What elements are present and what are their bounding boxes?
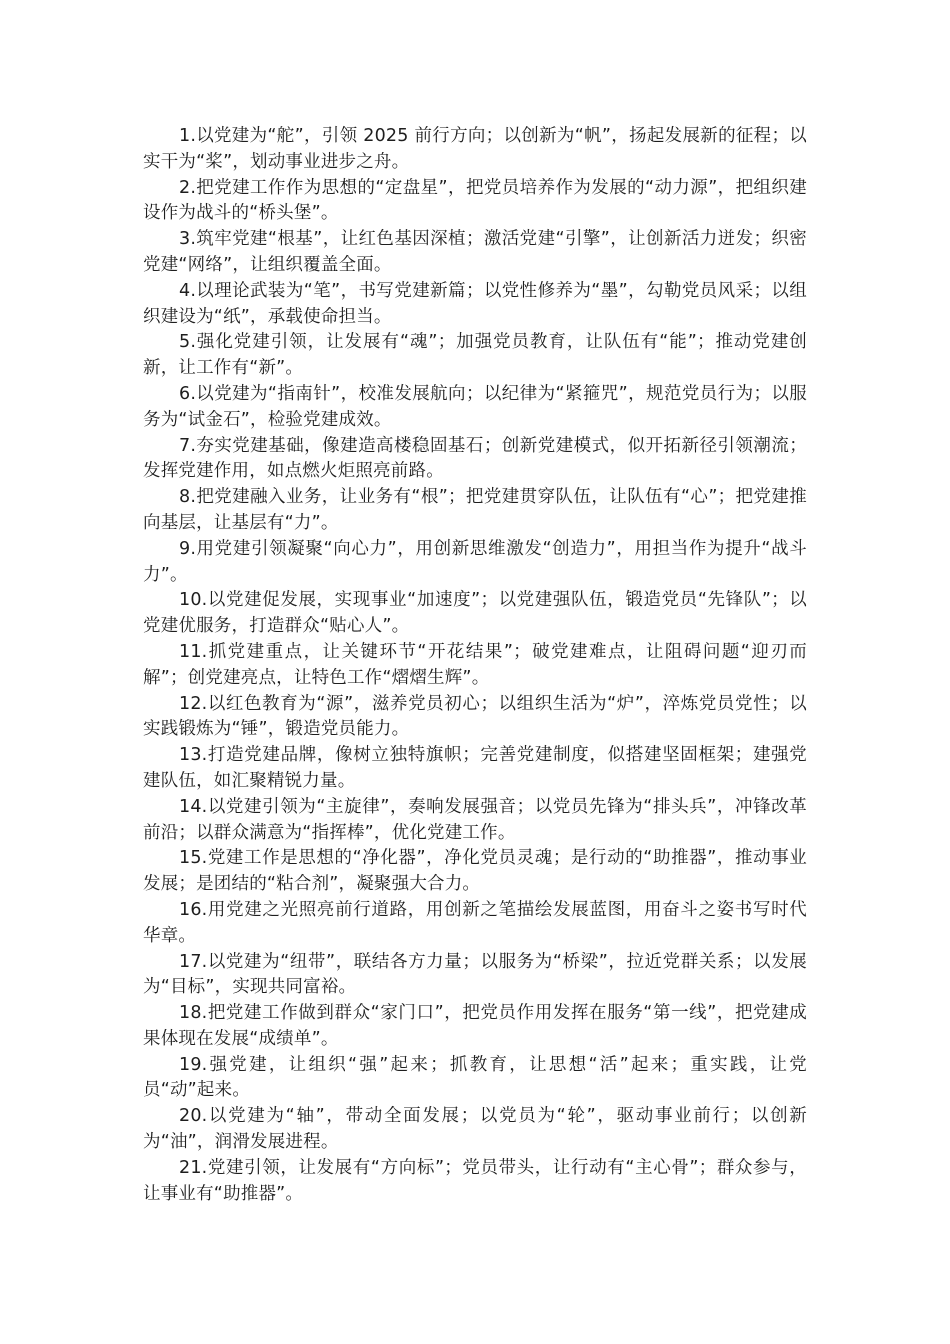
paragraph-19: 19.强党建，让组织“强”起来；抓教育，让思想“活”起来；重实践，让党员“动”起来。 [143, 1054, 807, 1101]
paragraph-3: 3.筑牢党建“根基”，让红色基因深植；激活党建“引擎”，让创新活力迸发；织密党建“网络”，让组织覆盖全面。 [143, 229, 807, 275]
paragraph-6: 6.以党建为“指南针”，校准发展航向；以纪律为“紧箍咒”，规范党员行为；以服务为“试金石”，检验党建成效。 [143, 383, 807, 430]
paragraph-14: 14.以党建引领为“主旋律”，奏响发展强音；以党员先锋为“排头兵”，冲锋改革前沿；以群众满意为“指挥棒”，优化党建工作。 [143, 796, 807, 843]
paragraph-20: 20.以党建为“轴”，带动全面发展；以党员为“轮”，驱动事业前行；以创新为“油”，润滑发展进程。 [143, 1106, 807, 1153]
paragraph-13: 13.打造党建品牌，像树立独特旗帜；完善党建制度，似搭建坚固框架；建强党建队伍，如汇聚精锐力量。 [143, 745, 807, 791]
paragraph-11: 11.抓党建重点，让关键环节“开花结果”；破党建难点，让阻碍问题“迎刃而解”；创党建亮点，让特色工作“熠熠生辉”。 [143, 641, 807, 688]
paragraph-21: 21.党建引领，让发展有“方向标”；党员带头，让行动有“主心骨”；群众参与，让事业有“助推器”。 [143, 1157, 807, 1204]
paragraph-9: 9.用党建引领凝聚“向心力”，用创新思维激发“创造力”，用担当作为提升“战斗力”。 [143, 538, 807, 585]
paragraph-1: 1.以党建为“舵”，引领 2025 前行方向；以创新为“帆”，扬起发展新的征程；以实干为“桨”，划动事业进步之舟。 [143, 126, 807, 172]
paragraph-7: 7.夯实党建基础，像建造高楼稳固基石；创新党建模式，似开拓新径引领潮流；发挥党建作用，如点燃火炬照亮前路。 [143, 435, 807, 482]
paragraph-17: 17.以党建为“纽带”，联结各方力量；以服务为“桥梁”，拉近党群关系；以发展为“目标”，实现共同富裕。 [143, 951, 807, 998]
paragraph-2: 2.把党建工作作为思想的“定盘星”，把党员培养作为发展的“动力源”，把组织建设作为战斗的“桥头堡”。 [143, 177, 807, 224]
paragraph-16: 16.用党建之光照亮前行道路，用创新之笔描绘发展蓝图，用奋斗之姿书写时代华章。 [143, 899, 807, 946]
paragraph-4: 4.以理论武装为“笔”，书写党建新篇；以党性修养为“墨”，勾勒党员风采；以组织建设为“纸”，承载使命担当。 [143, 280, 807, 327]
paragraph-12: 12.以红色教育为“源”，滋养党员初心；以组织生活为“炉”，淬炼党员党性；以实践锻炼为“锤”，锻造党员能力。 [143, 693, 807, 740]
paragraph-8: 8.把党建融入业务，让业务有“根”；把党建贯穿队伍，让队伍有“心”；把党建推向基层，让基层有“力”。 [143, 487, 807, 533]
document-body [143, 124, 807, 1207]
paragraph-15: 15.党建工作是思想的“净化器”，净化党员灵魂；是行动的“助推器”，推动事业发展；是团结的“粘合剂”，凝聚强大合力。 [143, 848, 807, 895]
paragraph-10: 10.以党建促发展，实现事业“加速度”；以党建强队伍，锻造党员“先锋队”；以党建优服务，打造群众“贴心人”。 [143, 590, 807, 637]
paragraph-5: 5.强化党建引领，让发展有“魂”；加强党员教育，让队伍有“能”；推动党建创新，让工作有“新”。 [143, 332, 807, 379]
paragraph-18: 18.把党建工作做到群众“家门口”，把党员作用发挥在服务“第一线”，把党建成果体现在发展“成绩单”。 [143, 1003, 807, 1049]
